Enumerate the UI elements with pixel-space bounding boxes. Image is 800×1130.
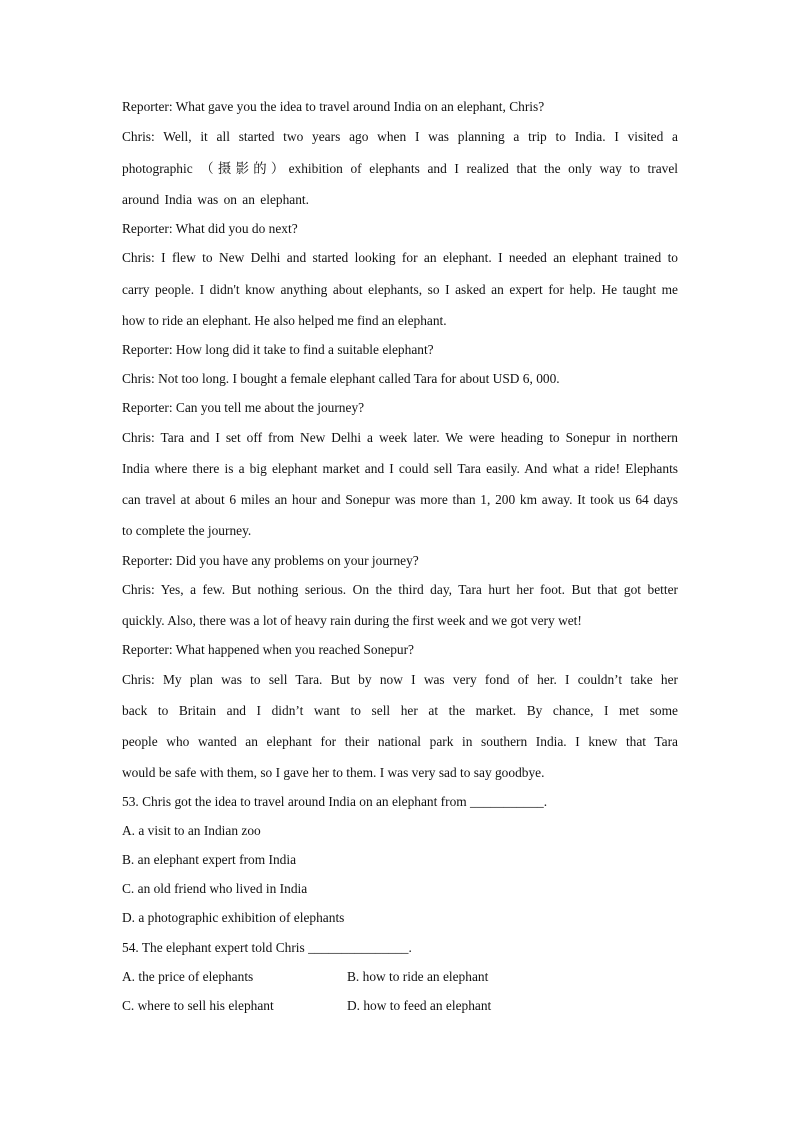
dialogue-line: Chris: Yes, a few. But nothing serious. On the third day, Tara hurt her foot. But that got better: [122, 582, 678, 597]
dialogue-line: Reporter: How long did it take to find a suitable elephant?: [122, 342, 434, 357]
question-54-option-d: D. how to feed an elephant: [347, 998, 492, 1013]
dialogue-line: how to ride an elephant. He also helped me find an elephant.: [122, 313, 447, 328]
dialogue-line: Chris: My plan was to sell Tara. But by now I was very fond of her. I couldn’t take her: [122, 672, 678, 687]
dialogue-line: quickly. Also, there was a lot of heavy rain during the first week and we got very wet!: [122, 613, 582, 628]
question-54-stem: 54. The elephant expert told Chris _______________.: [122, 940, 412, 955]
question-53-option-d: D. a photographic exhibition of elephants: [122, 910, 345, 925]
question-53-option-b: B. an elephant expert from India: [122, 852, 297, 867]
dialogue-line: Reporter: What happened when you reached Sonepur?: [122, 642, 415, 657]
dialogue-line: around India was on an elephant.: [122, 192, 309, 207]
dialogue-line: to complete the journey.: [122, 523, 252, 538]
dialogue-line: Chris: Well, it all started two years ago when I was planning a trip to India. I visited a: [122, 129, 678, 144]
dialogue-line: Chris: Not too long. I bought a female elephant called Tara for about USD 6, 000.: [122, 371, 560, 386]
dialogue-line: back to Britain and I didn’t want to sell her at the market. By chance, I met some: [122, 703, 678, 718]
question-54-option-a: A. the price of elephants: [122, 969, 254, 984]
dialogue-line: carry people. I didn't know anything about elephants, so I asked an expert for help. He taught me: [122, 282, 678, 297]
dialogue-line: people who wanted an elephant for their national park in southern India. I knew that Tara: [122, 734, 678, 749]
dialogue-line: can travel at about 6 miles an hour and Sonepur was more than 1, 200 km away. It took us 64 days: [122, 492, 678, 507]
dialogue-line: photographic （摄影的）exhibition of elephants and I realized that the only way to travel: [122, 161, 678, 176]
dialogue-line: Reporter: Can you tell me about the journey?: [122, 400, 365, 415]
question-53-stem: 53. Chris got the idea to travel around India on an elephant from ___________.: [122, 794, 548, 809]
question-54-option-b: B. how to ride an elephant: [347, 969, 489, 984]
dialogue-line: Chris: Tara and I set off from New Delhi a week later. We were heading to Sonepur in northern: [122, 430, 678, 445]
dialogue-line: India where there is a big elephant market and I could sell Tara easily. And what a ride! Elephants: [122, 461, 678, 476]
question-53-option-a: A. a visit to an Indian zoo: [122, 823, 261, 838]
dialogue-line: Reporter: Did you have any problems on your journey?: [122, 553, 419, 568]
question-54-option-c: C. where to sell his elephant: [122, 998, 274, 1013]
dialogue-line: Reporter: What did you do next?: [122, 221, 298, 236]
dialogue-line: Reporter: What gave you the idea to travel around India on an elephant, Chris?: [122, 99, 545, 114]
dialogue-line: would be safe with them, so I gave her to them. I was very sad to say goodbye.: [122, 765, 545, 780]
dialogue-line: Chris: I flew to New Delhi and started looking for an elephant. I needed an elephant trained to: [122, 250, 678, 265]
question-53-option-c: C. an old friend who lived in India: [122, 881, 308, 896]
